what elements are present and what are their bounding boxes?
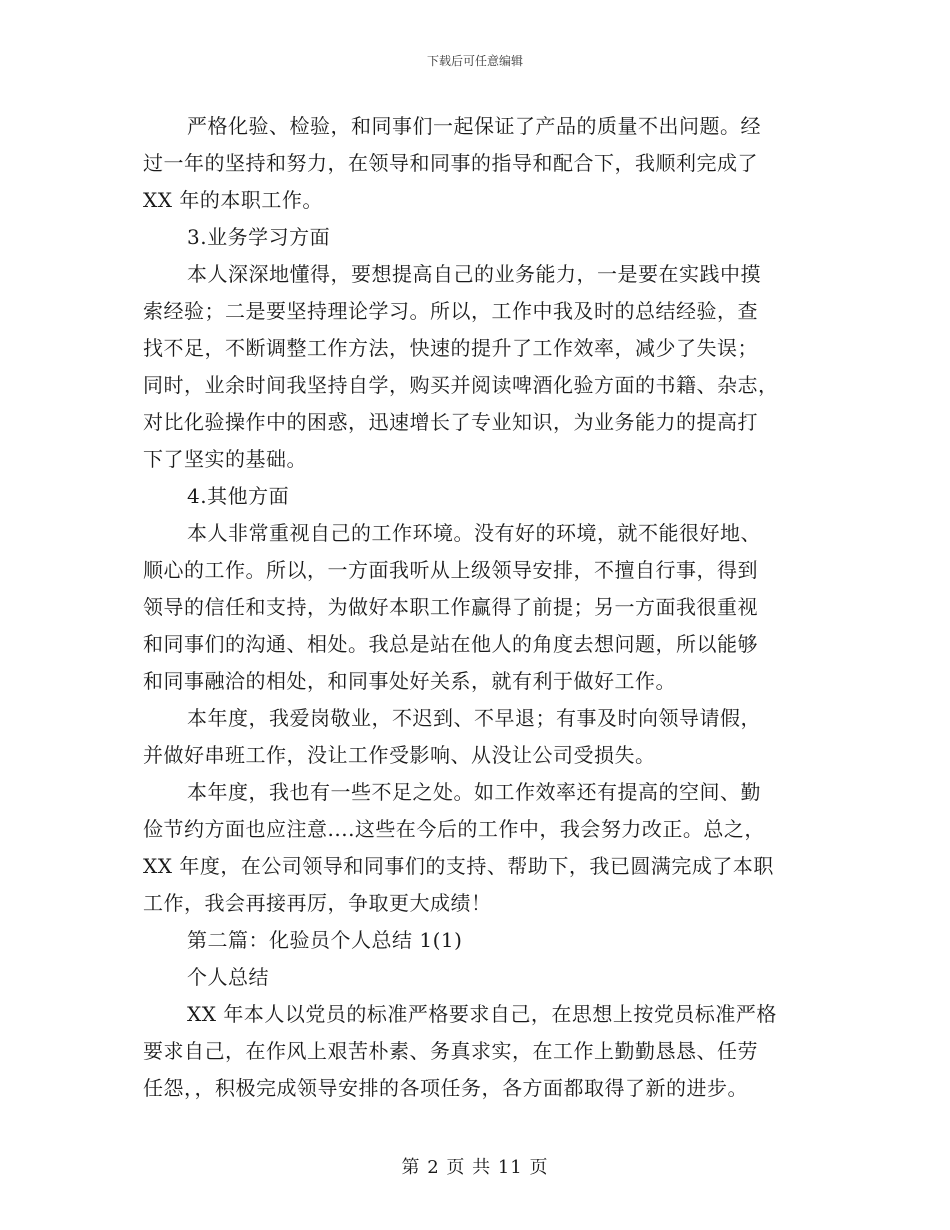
document-body bbox=[143, 108, 805, 1107]
text-line: 工作，我会再接再厉，争取更大成绩！ bbox=[143, 891, 492, 915]
text-line: 下了坚实的基础。 bbox=[143, 447, 307, 471]
page-footer: 第 2 页 共 11 页 bbox=[401, 1157, 549, 1178]
text-line: XX 年的本职工作。 bbox=[143, 188, 323, 212]
text-line: 第二篇：化验员个人总结 1(1) bbox=[187, 928, 463, 952]
text-line: 严格化验、检验，和同事们一起保证了产品的质量不出问题。经 bbox=[187, 114, 761, 138]
text-line: 同时，业余时间我坚持自学，购买并阅读啤酒化验方面的书籍、杂志， bbox=[143, 373, 779, 397]
text-line: 并做好串班工作，没让工作受影响、从没让公司受损失。 bbox=[143, 743, 656, 767]
text-line: 俭节约方面也应注意....这些在今后的工作中，我会努力改正。总之， bbox=[143, 817, 765, 841]
text-line: 任怨，，积极完成领导安排的各项任务，各方面都取得了新的进步。 bbox=[143, 1076, 748, 1100]
text-line: 索经验；二是要坚持理论学习。所以，工作中我及时的总结经验，查 bbox=[143, 299, 758, 323]
text-line: 个人总结 bbox=[187, 965, 269, 989]
text-line: 和同事融洽的相处，和同事处好关系，就有利于做好工作。 bbox=[143, 669, 676, 693]
text-line: 本人深深地懂得，要想提高自己的业务能力，一是要在实践中摸 bbox=[187, 262, 761, 286]
page-header: 下载后可任意编辑 bbox=[426, 54, 523, 68]
text-line: 找不足，不断调整工作方法，快速的提升了工作效率，减少了失误； bbox=[143, 336, 758, 360]
text-line: 顺心的工作。所以，一方面我听从上级领导安排，不擅自行事，得到 bbox=[143, 558, 758, 582]
text-line: 4.其他方面 bbox=[187, 484, 290, 508]
text-line: 领导的信任和支持，为做好本职工作赢得了前提；另一方面我很重视 bbox=[143, 595, 758, 619]
text-line: 对比化验操作中的困惑，迅速增长了专业知识，为业务能力的提高打 bbox=[143, 410, 758, 434]
text-line: 要求自己，在作风上艰苦朴素、务真求实，在工作上勤勤恳恳、任劳 bbox=[143, 1039, 758, 1063]
text-line: 3.业务学习方面 bbox=[187, 225, 331, 249]
text-line: XX 年度，在公司领导和同事们的支持、帮助下，我已圆满完成了本职 bbox=[143, 854, 774, 878]
text-line: 本年度，我也有一些不足之处。如工作效率还有提高的空间、勤 bbox=[187, 780, 761, 804]
text-line: 过一年的坚持和努力，在领导和同事的指导和配合下，我顺利完成了 bbox=[143, 151, 758, 175]
text-line: 本人非常重视自己的工作环境。没有好的环境，就不能很好地、 bbox=[187, 521, 761, 545]
text-line: XX 年本人以党员的标准严格要求自己，在思想上按党员标准严格 bbox=[187, 1002, 777, 1026]
text-line: 本年度，我爱岗敬业，不迟到、不早退；有事及时向领导请假， bbox=[187, 706, 761, 730]
text-line: 和同事们的沟通、相处。我总是站在他人的角度去想问题，所以能够 bbox=[143, 632, 758, 656]
